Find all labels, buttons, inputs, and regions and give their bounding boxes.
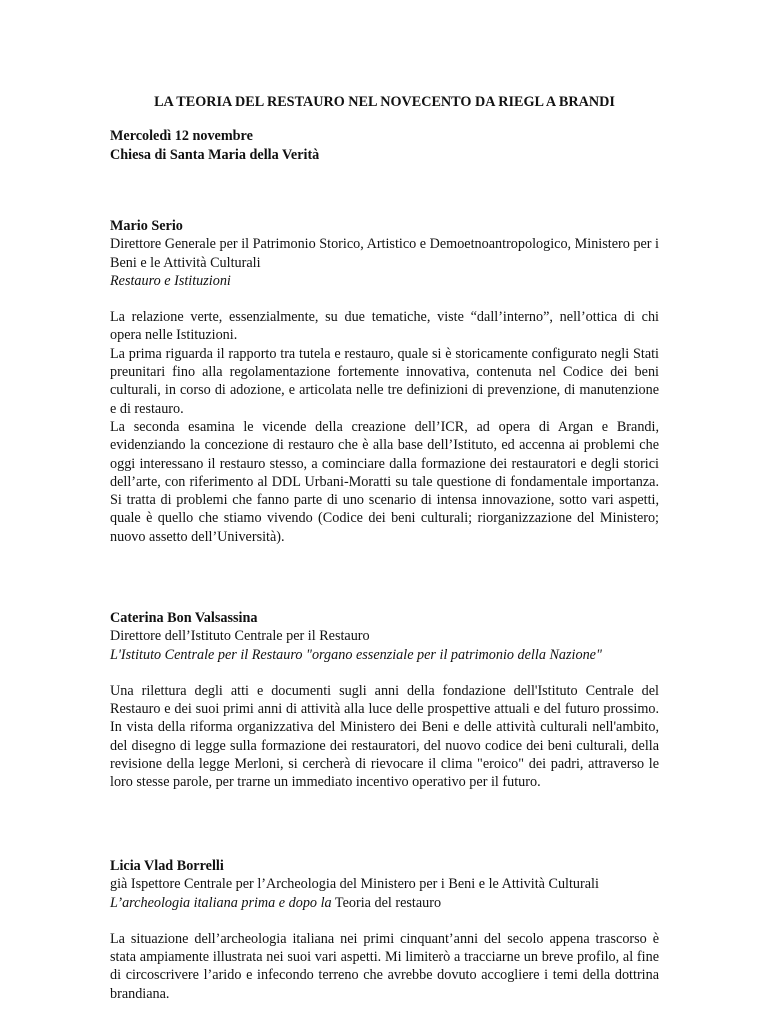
session-serio (110, 217, 659, 546)
abstract-paragraph: La situazione dell’archeologia italiana nei primi cinquant’anni del secolo appena trascorso è stata ampiamente illustrata nei suoi vari aspetti. Mi limiterò a tracciarne un breve profilo, al fine di circoscrivere l’arido e infecondo terreno che avrebbe dovuto accogliere i temi della dottrina brandiana. (110, 930, 659, 1002)
talk-title-italic: L’archeologia italiana prima e dopo la (110, 894, 332, 911)
speaker-name: Licia Vlad Borrelli (110, 858, 224, 874)
talk-title (110, 894, 659, 912)
session-bon-valsassina (110, 609, 659, 792)
abstract (110, 308, 659, 546)
abstract-paragraph: Una rilettura degli atti e documenti sugli anni della fondazione dell'Istituto Centrale del Restauro e dei suoi primi anni di attività alla luce delle prospettive attuali e del futuro prossimo. In vista della riforma organizzativa del Ministero dei Beni e delle attività culturali nell'ambito, del disegno di legge sulla formazione dei restauratori, del nuovo codice dei beni culturali, della revisione della legge Merloni, si cercherà di rievocare il clima "eroico" dei padri, attraverso le loro stesse parole, per trarne un immediato incentivo operativo per il futuro. (110, 682, 659, 791)
abstract-paragraph: La prima riguarda il rapporto tra tutela e restauro, quale si è storicamente configurato negli Stati preunitari fino alla regolamentazione fortemente innovativa, contenuta nel Codice dei beni culturali, in corso di adozione, e articolata nelle tre definizioni di prevenzione, di manutenzione e di restauro. (110, 345, 659, 417)
speaker-name: Caterina Bon Valsassina (110, 610, 258, 626)
speaker-role: già Ispettore Centrale per l’Archeologia del Ministero per i Beni e le Attività Culturali (110, 876, 599, 893)
talk-title (110, 646, 659, 664)
event-venue: Chiesa di Santa Maria della Verità (110, 146, 320, 163)
speaker-name: Mario Serio (110, 218, 183, 234)
document-title: LA TEORIA DEL RESTAURO NEL NOVECENTO DA RIEGL A BRANDI (154, 94, 615, 110)
talk-title-roman: Teoria del restauro (331, 894, 442, 911)
abstract (110, 682, 659, 792)
abstract-paragraph: La seconda esamina le vicende della creazione dell’ICR, ad opera di Argan e Brandi, evidenziando la concezione di restauro che è alla base dell’Istituto, ed accenna ai problemi che oggi interessano il restauro stesso, a cominciare dalla formazione dei restauratori e degli storici dell’arte, con riferimento al DDL Urbani-Moratti su tale questione di fondamentale importanza. Si tratta di problemi che fanno parte di uno scenario di intensa innovazione, sotto vari aspetti, quale è quello che stiamo vivendo (Codice dei beni culturali; riorganizzazione del Ministero; nuovo assetto dell’Università). (110, 418, 659, 545)
session-vlad-borrelli (110, 857, 659, 1003)
abstract-paragraph: La relazione verte, essenzialmente, su due tematiche, viste “dall’interno”, nell’ottica di chi opera nelle Istituzioni. (110, 309, 659, 344)
talk-title-italic: L'Istituto Centrale per il Restauro "organo essenziale per il patrimonio della Nazione" (110, 646, 602, 663)
event-date: Mercoledì 12 novembre (110, 128, 253, 145)
speaker-role: Direttore Generale per il Patrimonio Storico, Artistico e Demoetnoantropologico, Ministero per i Beni e le Attività Culturali (110, 236, 659, 271)
abstract (110, 930, 659, 1003)
talk-title (110, 272, 659, 290)
speaker-role: Direttore dell’Istituto Centrale per il Restauro (110, 628, 370, 645)
talk-title-italic: Restauro e Istituzioni (110, 272, 231, 289)
document-page (110, 93, 659, 1002)
